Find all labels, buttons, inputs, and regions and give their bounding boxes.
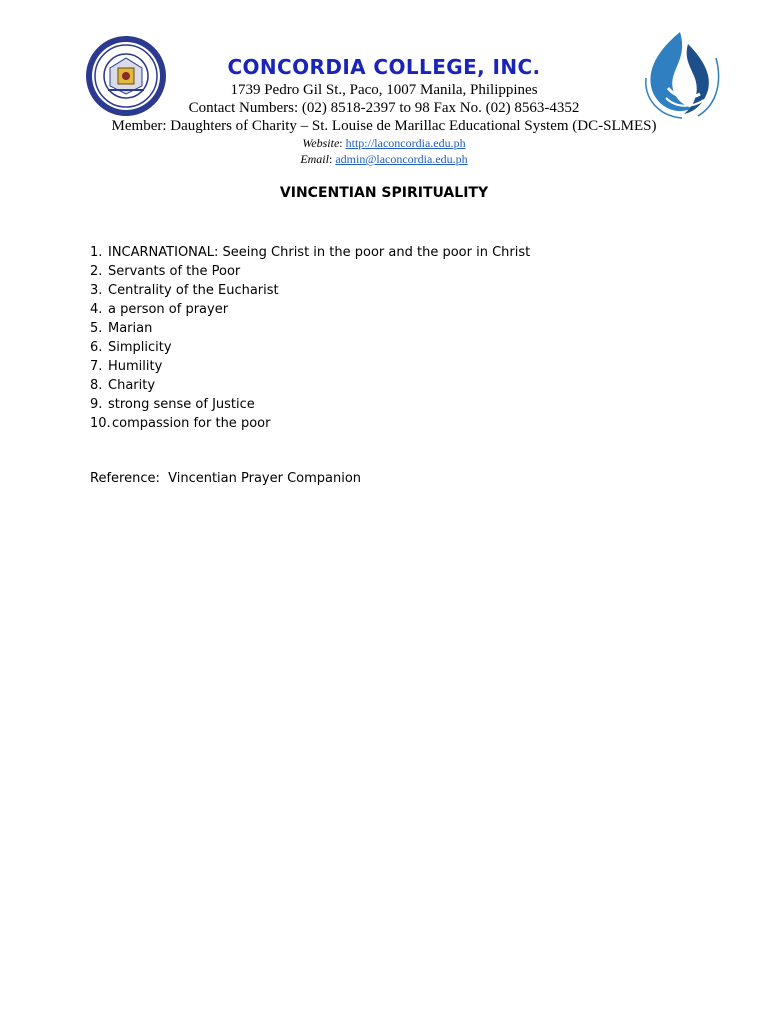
list-item-number: 3.: [90, 283, 103, 298]
member-line: Member: Daughters of Charity – St. Louise de Marillac Educational System (DC-SLMES): [111, 118, 657, 134]
letterhead: [0, 53, 768, 167]
list-item-text: strong sense of Justice: [108, 397, 255, 412]
list-item: [90, 319, 530, 338]
list-item: [90, 414, 530, 433]
list-item-text: a person of prayer: [108, 302, 229, 317]
address-line: 1739 Pedro Gil St., Paco, 1007 Manila, Philippines: [230, 82, 538, 98]
email-link[interactable]: admin@laconcordia.edu.ph: [335, 152, 468, 166]
list-item-text: Humility: [108, 359, 163, 374]
list-item: [90, 243, 530, 262]
list-item-text: Marian: [108, 321, 153, 336]
list-item-text: INCARNATIONAL: Seeing Christ in the poor and the poor in Christ: [108, 245, 531, 260]
spirituality-list: [90, 243, 530, 433]
list-item-text: Centrality of the Eucharist: [108, 283, 279, 298]
college-name: CONCORDIA COLLEGE, INC.: [227, 55, 541, 79]
reference-line: Reference: Vincentian Prayer Companion: [90, 471, 362, 486]
website-link[interactable]: http://laconcordia.edu.ph: [345, 136, 466, 150]
list-item-text: Servants of the Poor: [108, 264, 241, 279]
website-line: Website: http://laconcordia.edu.ph: [302, 136, 466, 150]
list-item-text: compassion for the poor: [112, 416, 271, 431]
list-item: [90, 338, 530, 357]
list-item-number: 7.: [90, 359, 103, 374]
list-item-number: 1.: [90, 245, 103, 260]
document-title: VINCENTIAN SPIRITUALITY: [279, 185, 489, 201]
email-line: Email: admin@laconcordia.edu.ph: [300, 152, 468, 166]
list-item: [90, 300, 530, 319]
website-label: Website: [302, 136, 340, 150]
list-item: [90, 262, 530, 281]
list-item-number: 6.: [90, 340, 103, 355]
list-item-number: 2.: [90, 264, 103, 279]
list-item-number: 10.: [90, 416, 111, 431]
list-item-number: 9.: [90, 397, 103, 412]
list-item-number: 8.: [90, 378, 103, 393]
list-item: [90, 357, 530, 376]
list-item-text: Charity: [108, 378, 156, 393]
list-item: [90, 395, 530, 414]
contact-line: Contact Numbers: (02) 8518-2397 to 98 Fax No. (02) 8563-4352: [188, 100, 580, 116]
list-item-number: 5.: [90, 321, 103, 336]
list-item: [90, 281, 530, 300]
list-item-text: Simplicity: [108, 340, 172, 355]
list-item-number: 4.: [90, 302, 103, 317]
email-label: Email: [300, 152, 329, 166]
list-item: [90, 376, 530, 395]
